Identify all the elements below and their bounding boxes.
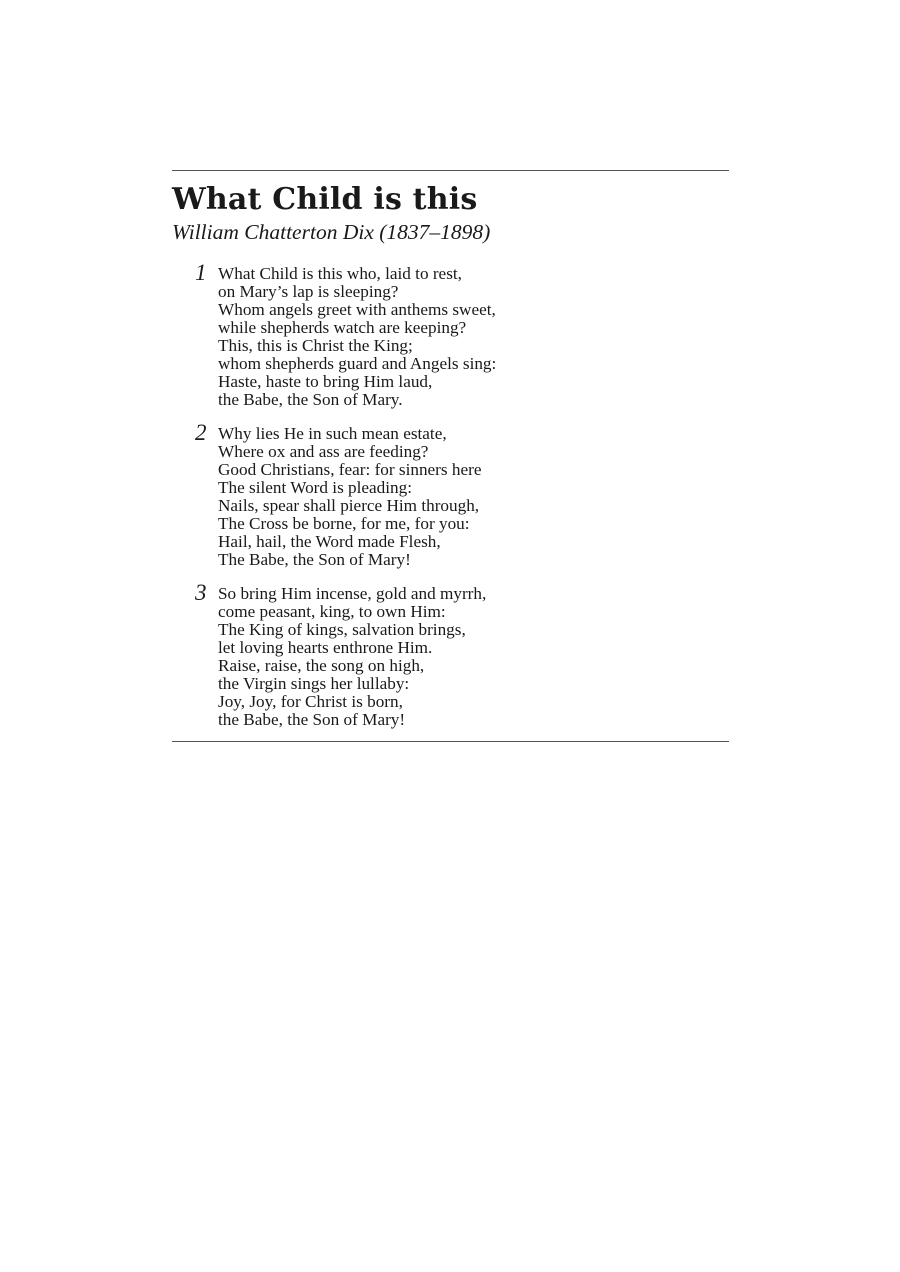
verse-line: Joy, Joy, for Christ is born, — [218, 692, 403, 711]
verse-line: Haste, haste to bring Him laud, — [218, 372, 433, 391]
verse-line: The Babe, the Son of Mary! — [218, 550, 411, 569]
verse-1 — [172, 260, 729, 409]
verse-line: Whom angels greet with anthems sweet, — [218, 300, 496, 319]
top-rule — [172, 170, 729, 171]
verse-line: So bring Him incense, gold and myrrh, — [218, 584, 487, 603]
verse-line: let loving hearts enthrone Him. — [218, 638, 433, 657]
hymn-block — [172, 170, 729, 742]
verse-line: What Child is this who, laid to rest, — [218, 264, 462, 283]
verse-number: 1 — [195, 260, 207, 285]
verse-line: whom shepherds guard and Angels sing: — [218, 354, 497, 373]
hymn-title: What Child is this — [172, 182, 478, 217]
verse-line: Why lies He in such mean estate, — [218, 424, 447, 443]
verse-3 — [172, 580, 729, 729]
bottom-rule — [172, 741, 729, 742]
verse-line: The King of kings, salvation brings, — [218, 620, 466, 639]
verse-line: the Babe, the Son of Mary! — [218, 710, 406, 729]
verses — [172, 260, 729, 729]
hymn-author: William Chatterton Dix (1837–1898) — [172, 220, 491, 244]
verse-number: 2 — [195, 420, 207, 445]
verse-line: Hail, hail, the Word made Flesh, — [218, 532, 441, 551]
verse-2 — [172, 420, 729, 569]
verse-line: come peasant, king, to own Him: — [218, 602, 446, 621]
verse-line: on Mary’s lap is sleeping? — [218, 282, 399, 301]
verse-line: The Cross be borne, for me, for you: — [218, 514, 470, 533]
verse-line: the Babe, the Son of Mary. — [218, 390, 403, 409]
verse-line: The silent Word is pleading: — [218, 478, 413, 497]
verse-number: 3 — [195, 580, 207, 605]
verse-line: Raise, raise, the song on high, — [218, 656, 425, 675]
verse-line: Nails, spear shall pierce Him through, — [218, 496, 480, 515]
verse-line: Good Christians, fear: for sinners here — [218, 460, 482, 479]
verse-line: Where ox and ass are feeding? — [218, 442, 429, 461]
verse-line: This, this is Christ the King; — [218, 336, 413, 355]
verse-line: the Virgin sings her lullaby: — [218, 674, 410, 693]
verse-line: while shepherds watch are keeping? — [218, 318, 467, 337]
